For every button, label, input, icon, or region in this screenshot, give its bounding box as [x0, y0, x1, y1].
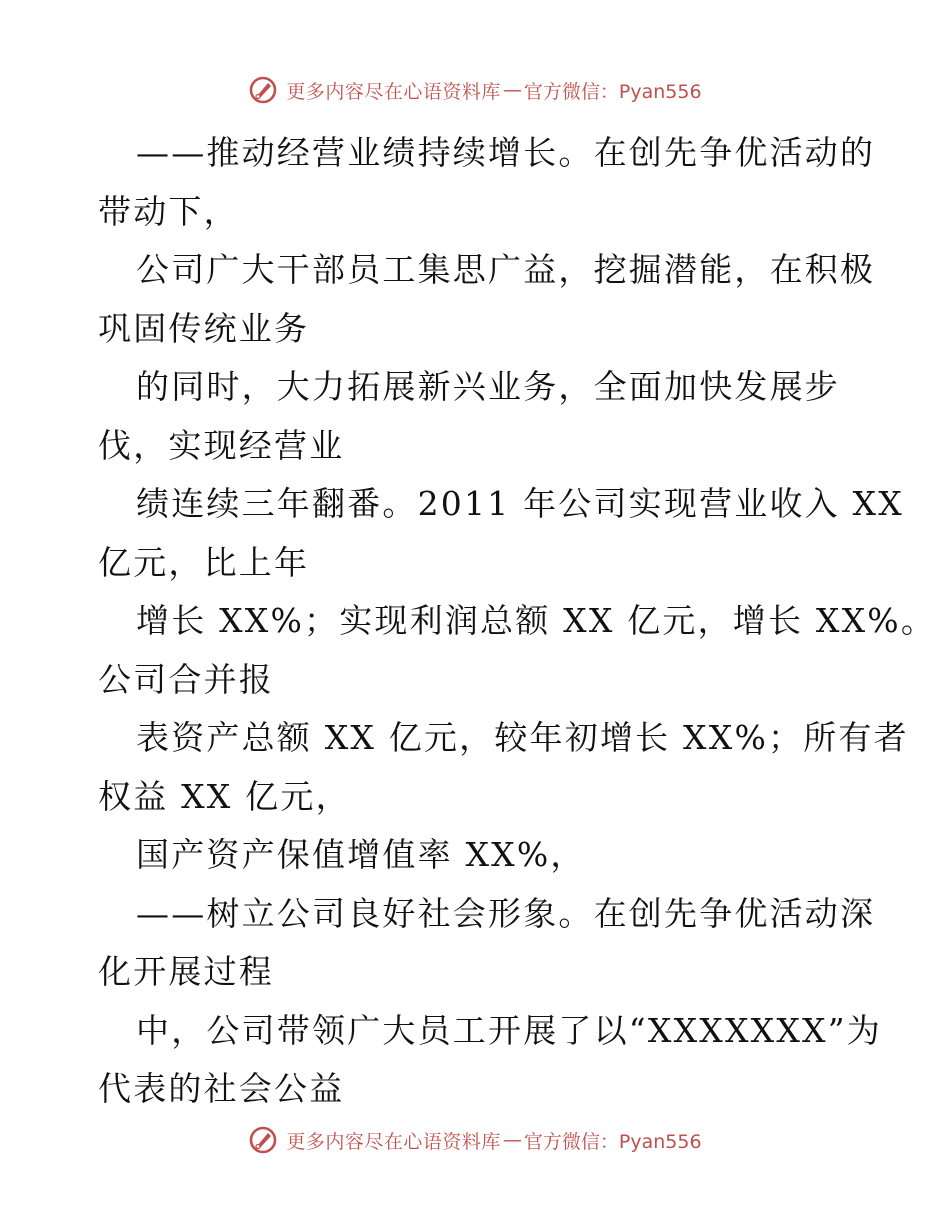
- banner-dash: —: [502, 1129, 522, 1151]
- paragraph-line: ——树立公司良好社会形象。在创先争优活动深: [136, 893, 876, 933]
- paragraph-line: 伐，实现经营业: [98, 425, 345, 465]
- footer-banner: [0, 1120, 950, 1160]
- paragraph-line: 公司合并报: [98, 659, 274, 699]
- banner-wechat: 官方微信：Pyan556: [523, 80, 702, 103]
- pen-circle-logo-icon: [248, 1125, 278, 1155]
- banner-title: 更多内容尽在心语资料库: [286, 80, 501, 103]
- paragraph-line: 增长 XX%；实现利润总额 XX 亿元，增长 XX%。: [136, 601, 937, 640]
- header-banner: [0, 70, 950, 110]
- paragraph-line: 化开展过程: [98, 952, 274, 991]
- pen-circle-logo-icon: [248, 75, 278, 105]
- paragraph-line: 带动下，: [98, 191, 239, 231]
- paragraph-line: 公司广大干部员工集思广益，挖掘潜能，在积极: [136, 250, 876, 289]
- banner-title: 更多内容尽在心语资料库: [286, 1130, 501, 1153]
- document-body: [98, 124, 937, 1119]
- paragraph-line: 国产资产保值增值率 XX%，: [136, 835, 586, 874]
- paragraph-line: 巩固传统业务: [98, 308, 310, 348]
- paragraph-line: ——推动经营业绩持续增长。在创先争优活动的: [136, 133, 876, 172]
- paragraph-line: 中，公司带领广大员工开展了以“XXXXXXX”为: [136, 1010, 882, 1050]
- paragraph-line: 表资产总额 XX 亿元，较年初增长 XX%；所有者: [136, 718, 909, 757]
- paragraph-line: 权益 XX 亿元，: [98, 776, 351, 816]
- banner-dash: —: [502, 79, 522, 101]
- paragraph-line: 绩连续三年翻番。2011 年公司实现营业收入 XX: [136, 484, 904, 523]
- banner-wechat: 官方微信：Pyan556: [523, 1130, 702, 1153]
- paragraph-line: 亿元，比上年: [98, 542, 310, 582]
- paragraph-line: 的同时，大力拓展新兴业务，全面加快发展步: [136, 367, 840, 406]
- paragraph-line: 代表的社会公益: [98, 1069, 345, 1108]
